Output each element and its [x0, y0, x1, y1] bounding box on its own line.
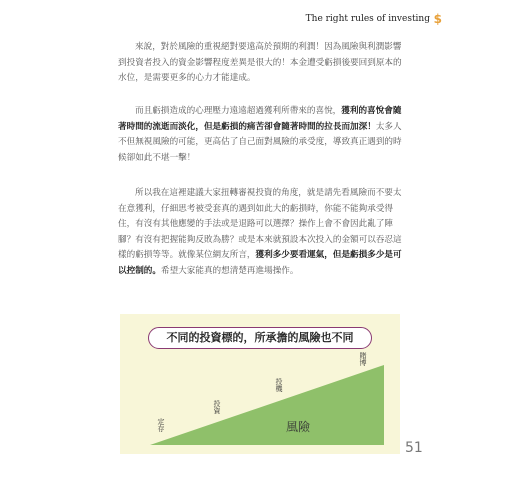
risk-figure [120, 314, 400, 454]
level-label-gambling: 賭博 [359, 352, 367, 366]
paragraph-2-text: 而且虧損造成的心理壓力遠遠超過獲利所帶來的喜悅， [135, 106, 342, 116]
risk-triangle [150, 365, 384, 445]
dollar-icon: $ [433, 12, 442, 26]
paragraph-3 [118, 186, 408, 279]
risk-area-label: 風險 [286, 420, 311, 434]
paragraph-3-tail: 希望大家能真的想清楚再進場操作。 [160, 265, 299, 276]
figure-title: 不同的投資標的，所承擔的風險也不同 [148, 327, 372, 349]
level-label-investment: 投資 [213, 400, 221, 414]
paragraph-1 [118, 40, 408, 87]
level-label-deposit: 定存 [157, 418, 165, 432]
running-title: The right rules of investing [305, 14, 430, 24]
page-number: 51 [405, 440, 423, 456]
paragraph-2-highlight: 獲利的喜悅會隨著時間的流逝而淡化，但是虧損的痛苦卻會隨著時間的拉長而加深！ [118, 106, 402, 132]
paragraph-3-highlight: 獲利多少要看運氣，但是虧損多少是可以控制的。 [118, 250, 402, 276]
level-label-speculation: 投機 [275, 378, 283, 392]
paragraph-1-text: 來說，對於風險的重視絕對要遠高於預期的利潤！因為風險與利潤影響到投資者投入的資金影響程度差異是很大的！本金遭受虧損後要回到原本的水位，是需要更多的心力才能達成。 [118, 42, 402, 83]
paragraph-2-tail: 太多人不但無視風險的可能，更高估了自己面對風險的承受度，導致真正遇到的時候卻如此不堪一擊！ [118, 121, 402, 163]
paragraph-3-text: 所以我在這裡建議大家扭轉審視投資的角度，就是請先看風險而不要太在意獲利，仔細思考被受套真的遇到如此大的虧損時，你能不能夠承受得住，有沒有其他應變的手法或是退路可以選擇？操作上會不會因此亂了陣腳？有沒有把握能夠反敗為勝？或是本來就預設本次投入的金額可以吞忍這樣的虧損等等。就像某位網友所言， [118, 188, 402, 260]
paragraph-2 [118, 104, 408, 166]
